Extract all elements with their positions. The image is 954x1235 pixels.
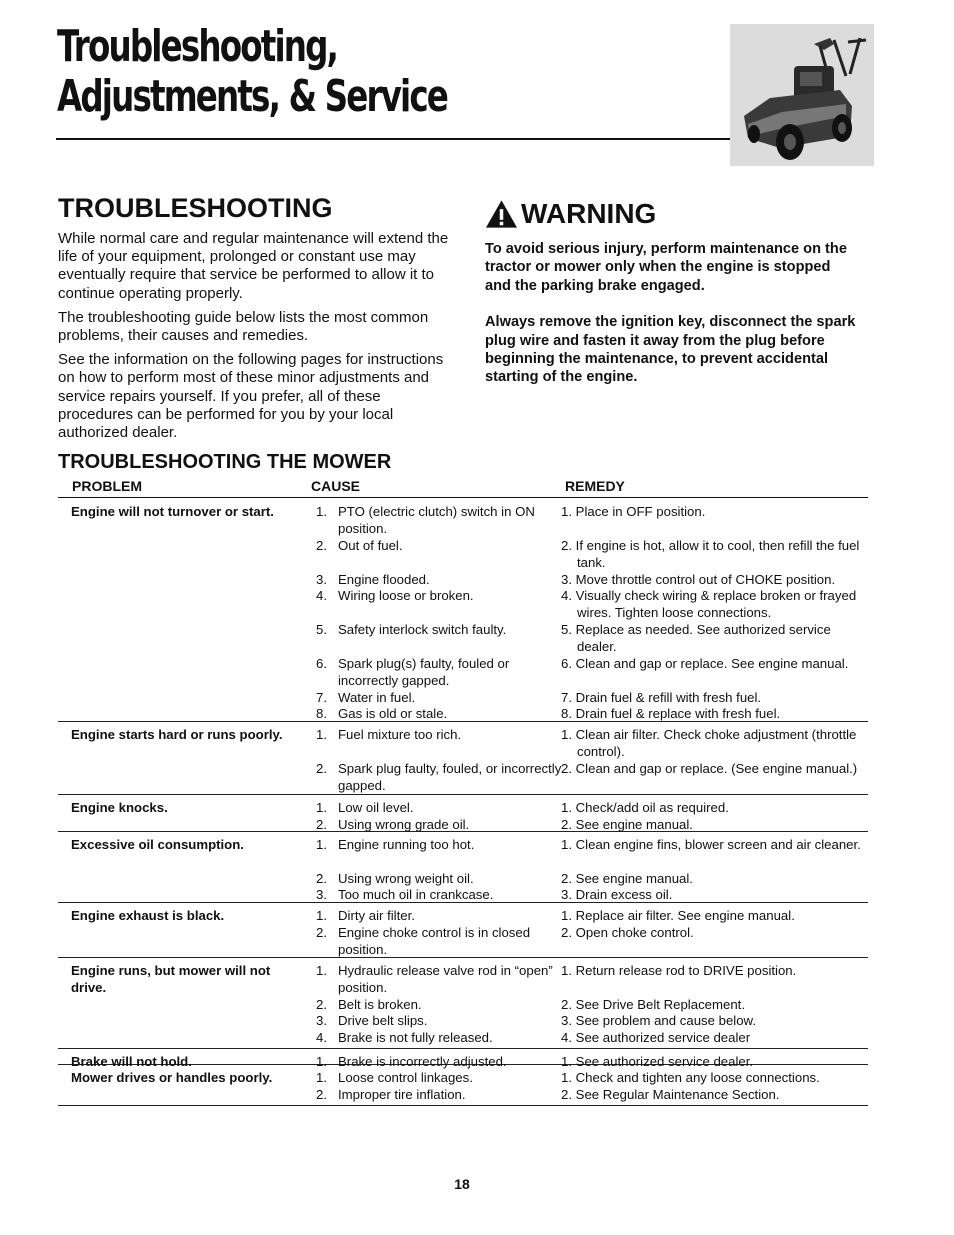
table-row — [58, 957, 868, 1049]
remedy-item — [561, 504, 867, 521]
remedy-item — [561, 727, 867, 761]
cause-number: 1. — [316, 1054, 327, 1069]
remedy-text: 2. Open choke control. — [561, 925, 694, 940]
remedy-item — [561, 1030, 867, 1047]
remedy-item — [561, 622, 867, 656]
table-row — [58, 721, 868, 795]
cause-text: Spark plug(s) faulty, fouled or incorrectly gapped. — [338, 656, 510, 688]
cause-text: Using wrong weight oil. — [338, 871, 474, 886]
remedy-text: 1. See authorized service dealer. — [561, 1054, 754, 1069]
remedy-item — [561, 588, 867, 622]
page-title-line-1: Troubleshooting, — [57, 21, 338, 72]
remedy-item — [561, 963, 867, 980]
remedy-item — [561, 538, 867, 572]
remedy-text: 1. Check and tighten any loose connections. — [561, 1070, 820, 1085]
mower-illustration — [730, 24, 874, 166]
cause-text: Dirty air filter. — [338, 908, 415, 923]
cause-number: 2. — [316, 538, 327, 553]
cause-number: 1. — [316, 837, 327, 852]
remedy-text: 1. Replace air filter. See engine manual. — [561, 908, 795, 923]
remedy-text: 2. See Drive Belt Replacement. — [561, 997, 745, 1012]
title-rule — [56, 138, 732, 140]
troubleshooting-heading: TROUBLESHOOTING — [58, 193, 333, 223]
problem-cell: Excessive oil consumption. — [71, 837, 244, 852]
cause-text: Improper tire inflation. — [338, 1087, 466, 1102]
remedy-item — [561, 908, 867, 925]
cause-number: 2. — [316, 761, 327, 776]
table-row — [58, 831, 868, 903]
cause-text: Belt is broken. — [338, 997, 422, 1012]
cause-text: Engine flooded. — [338, 572, 430, 587]
remedy-item — [561, 572, 867, 589]
cause-text: Water in fuel. — [338, 690, 416, 705]
cause-text: Wiring loose or broken. — [338, 588, 474, 603]
cause-number: 1. — [316, 504, 327, 519]
cause-text: Out of fuel. — [338, 538, 403, 553]
remedy-item — [561, 997, 867, 1014]
cause-number: 3. — [316, 887, 327, 902]
cause-text: Safety interlock switch faulty. — [338, 622, 507, 637]
cause-number: 1. — [316, 800, 327, 815]
cause-number: 8. — [316, 706, 327, 721]
cause-text: Loose control linkages. — [338, 1070, 473, 1085]
remedy-item — [561, 1070, 867, 1087]
problem-cell: Mower drives or handles poorly. — [71, 1070, 273, 1085]
page-number: 18 — [454, 1176, 470, 1192]
remedy-text: 8. Drain fuel & replace with fresh fuel. — [561, 706, 781, 721]
warning-header — [485, 196, 857, 232]
remedy-text: 1. Clean air filter. Check choke adjustment (throttle control). — [561, 727, 857, 759]
warning-heading: WARNING — [521, 198, 657, 229]
problem-cell: Engine exhaust is black. — [71, 908, 225, 923]
cause-number: 5. — [316, 622, 327, 637]
warning-paragraph-2: Always remove the ignition key, disconnect the spark plug wire and fasten it away from the plug before beginning the maintenance, to prevent accidental starting of the engine. — [485, 314, 856, 386]
problem-cell: Brake will not hold. — [71, 1054, 192, 1069]
cause-text: Too much oil in crankcase. — [338, 887, 494, 902]
remedy-item — [561, 690, 867, 707]
cause-text: PTO (electric clutch) switch in ON position. — [338, 504, 535, 536]
cause-text: Fuel mixture too rich. — [338, 727, 462, 742]
remedy-text: 1. Place in OFF position. — [561, 504, 706, 519]
remedy-text: 7. Drain fuel & refill with fresh fuel. — [561, 690, 762, 705]
remedy-text: 2. See engine manual. — [561, 817, 693, 832]
table-row — [58, 1064, 868, 1106]
intro-paragraph-1: While normal care and regular maintenance will extend the life of your equipment, prolonged or constant use may eventually require that service be performed to allow it to continue operating properly. — [58, 230, 449, 302]
intro-paragraph-3: See the information on the following pages for instructions on how to perform most of these minor adjustments and service repairs yourself. If you prefer, all of these procedures can be performed for you by your local authorized dealer. — [58, 351, 444, 442]
remedy-text: 3. Drain excess oil. — [561, 887, 673, 902]
cause-number: 2. — [316, 817, 327, 832]
table-row — [58, 1048, 868, 1069]
page-title — [57, 22, 447, 122]
cause-text: Brake is not fully released. — [338, 1030, 493, 1045]
cause-number: 2. — [316, 925, 327, 940]
cause-text: Brake is incorrectly adjusted. — [338, 1054, 507, 1069]
remedy-text: 2. See Regular Maintenance Section. — [561, 1087, 780, 1102]
table-row — [58, 902, 868, 958]
table-row — [58, 794, 868, 832]
troubleshooting-mower-heading: TROUBLESHOOTING THE MOWER — [58, 451, 392, 473]
remedy-item — [561, 1013, 867, 1030]
problem-cell: Engine runs, but mower will not drive. — [71, 963, 271, 995]
remedy-text: 3. Move throttle control out of CHOKE position. — [561, 572, 836, 587]
cause-number: 1. — [316, 963, 327, 978]
remedy-item — [561, 1087, 867, 1104]
remedy-text: 2. If engine is hot, allow it to cool, then refill the fuel tank. — [561, 538, 860, 570]
cause-text: Low oil level. — [338, 800, 414, 815]
remedy-text: 5. Replace as needed. See authorized service dealer. — [561, 622, 831, 654]
problem-cell: Engine knocks. — [71, 800, 168, 815]
cause-text: Hydraulic release valve rod in “open” position. — [338, 963, 553, 995]
cause-text: Drive belt slips. — [338, 1013, 428, 1028]
table-row — [58, 498, 868, 722]
cause-text: Engine running too hot. — [338, 837, 475, 852]
remedy-text: 3. See problem and cause below. — [561, 1013, 757, 1028]
cause-text: Spark plug faulty, fouled, or incorrectly gapped. — [338, 761, 562, 793]
remedy-text: 1. Check/add oil as required. — [561, 800, 729, 815]
remedy-text: 4. See authorized service dealer — [561, 1030, 751, 1045]
cause-number: 1. — [316, 727, 327, 742]
warning-box — [485, 196, 857, 405]
cause-text: Gas is old or stale. — [338, 706, 448, 721]
cause-number: 1. — [316, 1070, 327, 1085]
problem-cell: Engine starts hard or runs poorly. — [71, 727, 283, 742]
remedy-item — [561, 925, 867, 942]
cause-number: 1. — [316, 908, 327, 923]
remedy-item — [561, 800, 867, 817]
remedy-item — [561, 656, 867, 673]
column-header-problem: PROBLEM — [72, 478, 142, 494]
intro-paragraph-2: The troubleshooting guide below lists the most common problems, their causes and remedies. — [58, 308, 429, 345]
cause-number: 3. — [316, 1013, 327, 1028]
remedy-text: 2. See engine manual. — [561, 871, 693, 886]
column-header-remedy: REMEDY — [565, 478, 625, 494]
remedy-text: 1. Return release rod to DRIVE position. — [561, 963, 797, 978]
page-title-line-2: Adjustments, & Service — [57, 71, 448, 122]
cause-number: 4. — [316, 588, 327, 603]
problem-cell: Engine will not turnover or start. — [71, 504, 274, 519]
remedy-item — [561, 871, 867, 888]
cause-number: 4. — [316, 1030, 327, 1045]
remedy-text: 6. Clean and gap or replace. See engine manual. — [561, 656, 849, 671]
cause-number: 3. — [316, 572, 327, 587]
cause-number: 2. — [316, 871, 327, 886]
remedy-text: 4. Visually check wiring & replace broken or frayed wires. Tighten loose connections. — [561, 588, 857, 620]
cause-number: 2. — [316, 997, 327, 1012]
remedy-item — [561, 761, 867, 778]
remedy-text: 2. Clean and gap or replace. (See engine manual.) — [561, 761, 858, 776]
warning-triangle-icon — [485, 199, 518, 229]
cause-number: 7. — [316, 690, 327, 705]
remedy-text: 1. Clean engine fins, blower screen and air cleaner. — [561, 837, 861, 852]
remedy-item — [561, 837, 867, 854]
cause-number: 6. — [316, 656, 327, 671]
column-header-cause: CAUSE — [311, 478, 361, 494]
cause-text: Engine choke control is in closed position. — [338, 925, 531, 957]
cause-number: 2. — [316, 1087, 327, 1102]
cause-text: Using wrong grade oil. — [338, 817, 470, 832]
warning-paragraph-1: To avoid serious injury, perform maintenance on the tractor or mower only when the engine is stopped and the parking brake engaged. — [485, 241, 847, 294]
troubleshooting-intro — [58, 192, 450, 448]
